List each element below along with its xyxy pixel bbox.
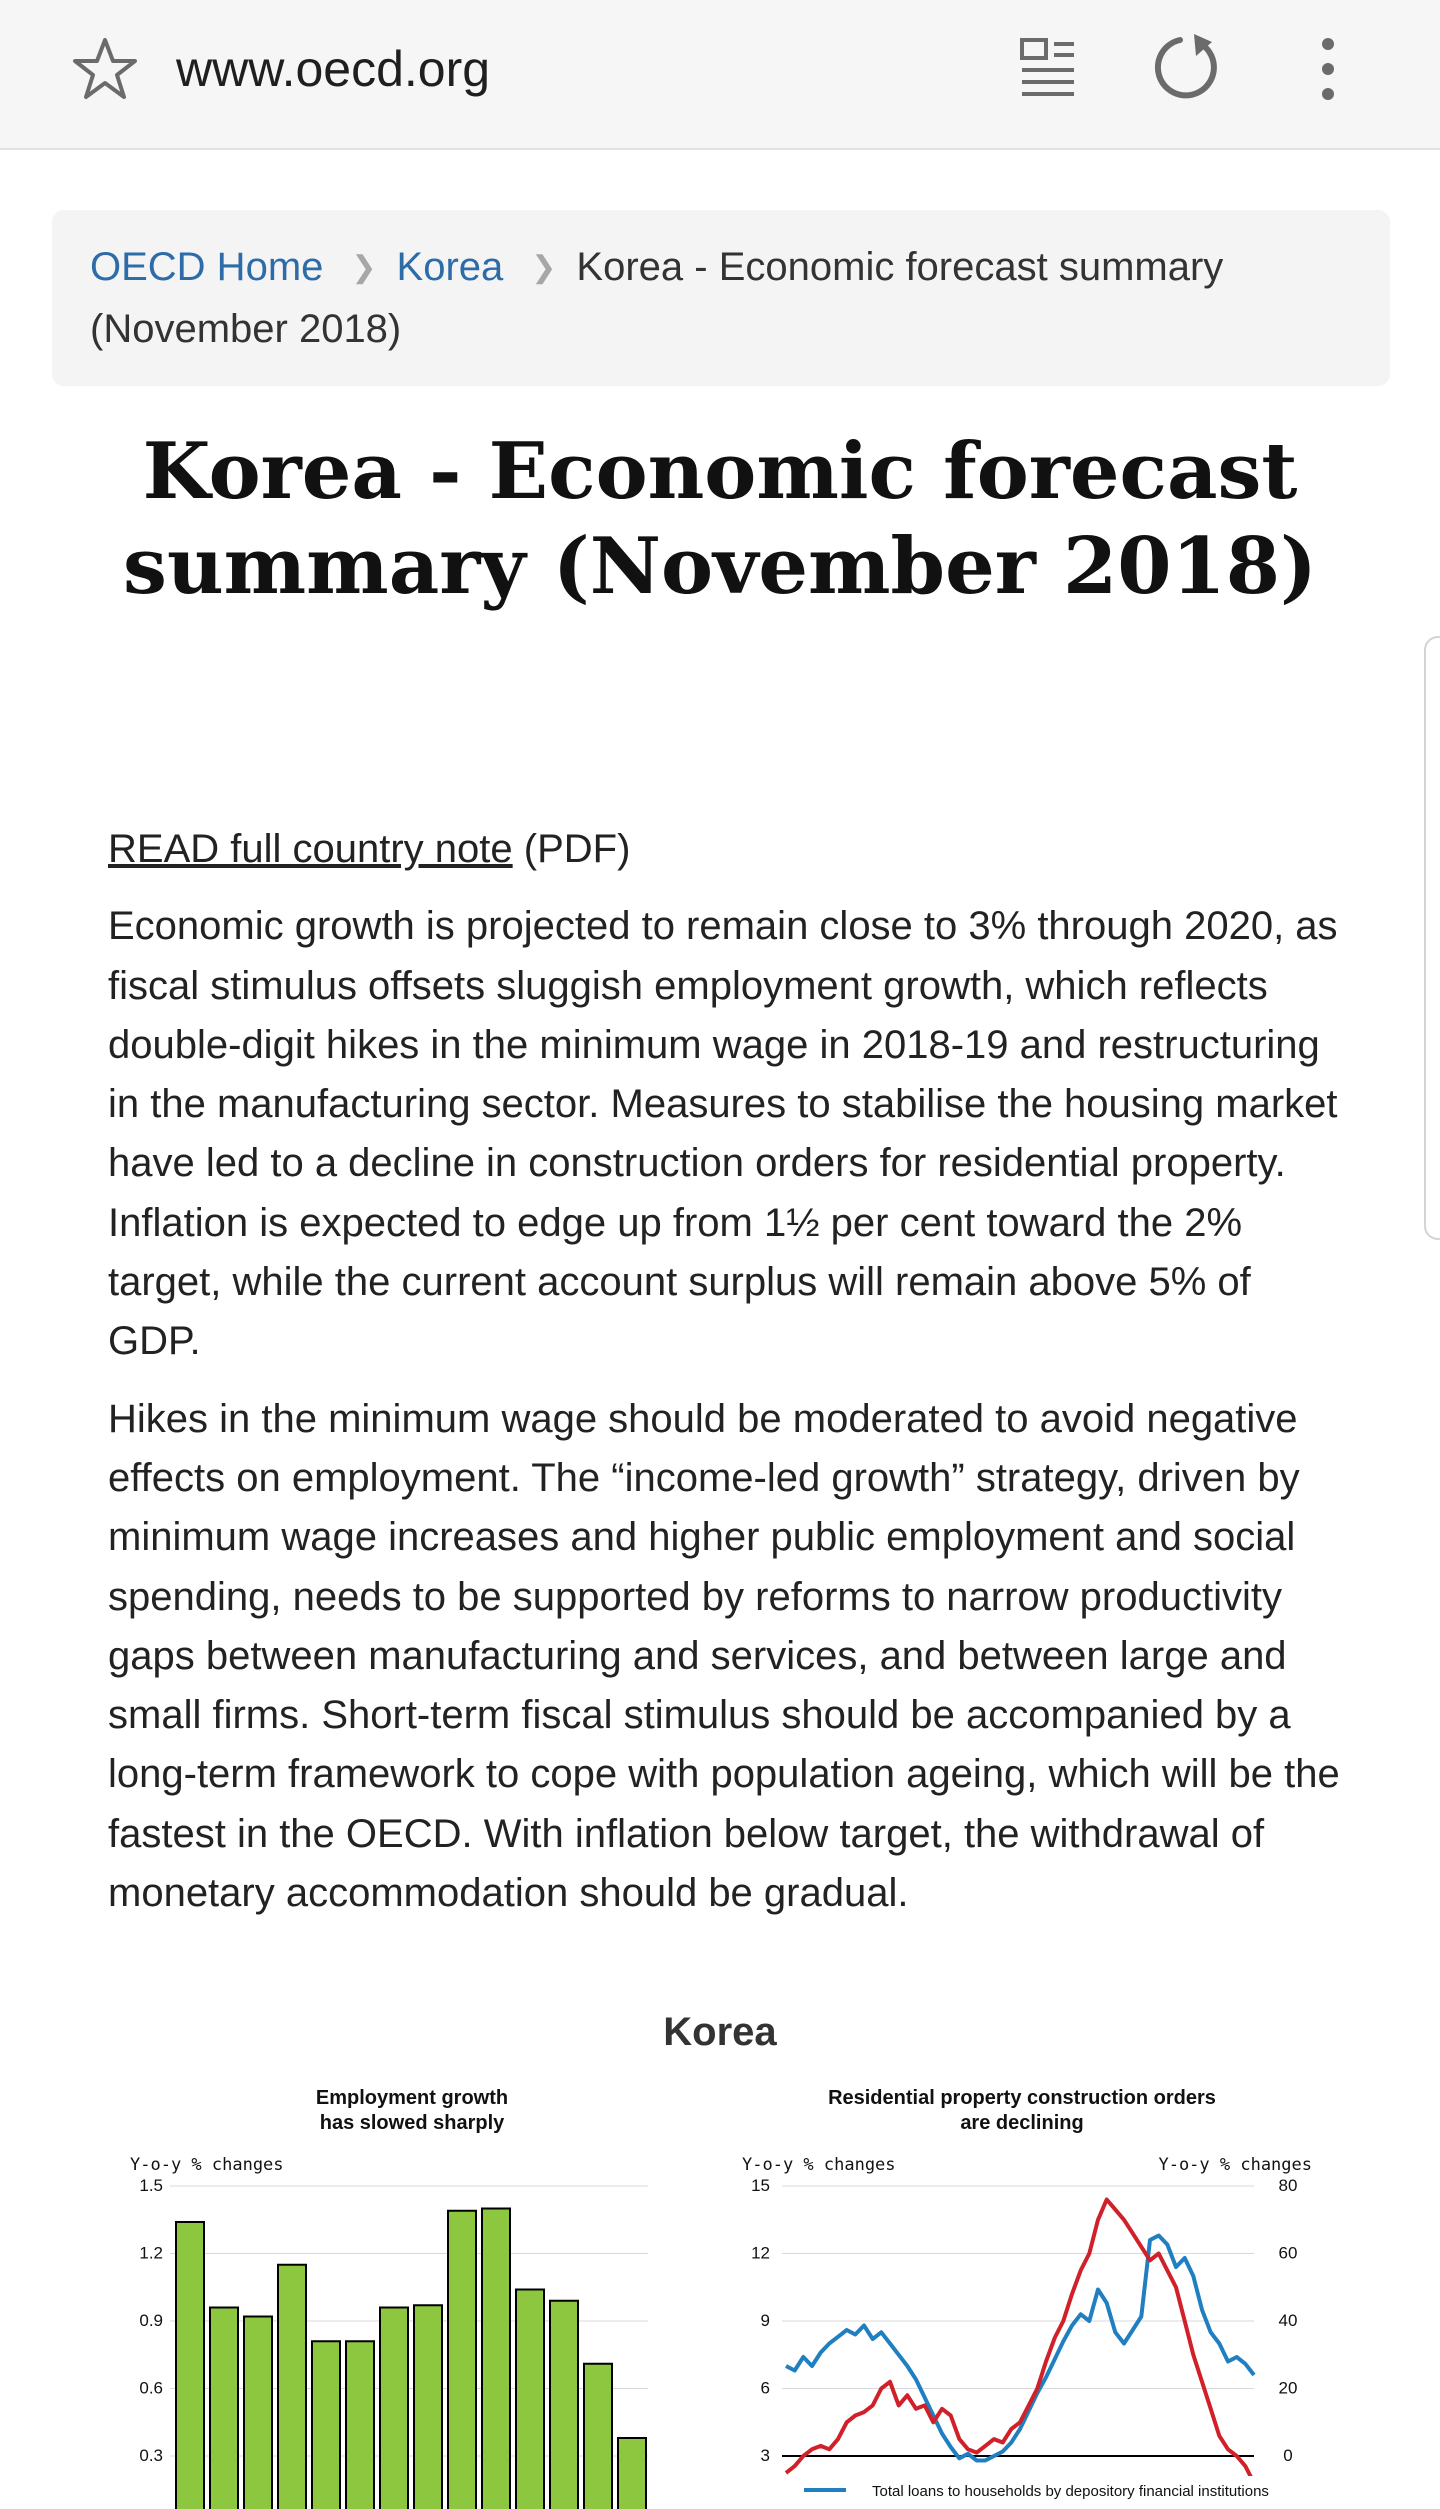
bar	[550, 2301, 578, 2509]
breadcrumb	[52, 210, 1390, 386]
star-icon[interactable]	[70, 34, 140, 104]
bar	[278, 2265, 306, 2509]
bar	[176, 2222, 204, 2509]
series-line-loans	[786, 2236, 1254, 2461]
y-tick-label: 1.2	[139, 2243, 163, 2263]
more-options-icon[interactable]	[1310, 36, 1346, 102]
breadcrumb-current: Korea - Economic forecast summary (November 2018)	[90, 245, 1224, 351]
article-body	[108, 820, 1348, 1941]
y-tick-label-right: 40	[1278, 2311, 1298, 2330]
y-tick-label-right: 60	[1278, 2243, 1298, 2263]
bar	[244, 2317, 272, 2509]
y-tick-label-right: 80	[1278, 2176, 1298, 2195]
read-country-note-link[interactable]: READ full country note	[108, 827, 513, 871]
figure-title: Korea	[663, 2010, 777, 2054]
bar	[414, 2305, 442, 2509]
bar	[584, 2364, 612, 2509]
chart-title: Employment growth	[315, 2087, 509, 2109]
chart-title: Residential property construction orders	[828, 2087, 1216, 2109]
chevron-right-icon: ❯	[531, 251, 557, 284]
bar	[618, 2438, 646, 2509]
bar	[312, 2341, 340, 2509]
page-title: Korea - Economic forecast summary (November 2018)	[123, 426, 1317, 612]
chart-title: has slowed sharply	[319, 2112, 505, 2134]
chart-title: are declining	[960, 2112, 1084, 2134]
paragraph: Hikes in the minimum wage should be moderated to avoid negative effects on employment. The “income-led growth” strategy, driven by minimum wage increases and higher public employment and social spending, needs to be supported by reforms to narrow productivity gaps between manufacturing and services, and between large and small firms. Short-term fiscal stimulus should be accompanied by a long-term framework to cope with population ageing, which will be the fastest in the OECD. With inflation below target, the withdrawal of monetary accommodation should be gradual.	[108, 1396, 1340, 1916]
breadcrumb-korea[interactable]: Korea	[396, 245, 504, 289]
y-axis-label-left: Y-o-y % changes	[742, 2155, 896, 2175]
refresh-icon[interactable]	[1150, 30, 1226, 106]
series-line-orders	[786, 2200, 1254, 2484]
bar	[346, 2341, 374, 2509]
scrollbar-handle[interactable]	[1424, 636, 1440, 1240]
y-tick-label: 0.9	[139, 2311, 163, 2330]
y-tick-label-right: 20	[1278, 2378, 1298, 2398]
y-tick-label: 1.5	[139, 2176, 163, 2195]
pdf-label: (PDF)	[512, 827, 631, 871]
y-axis-label: Y-o-y % changes	[130, 2155, 284, 2175]
paragraph: Economic growth is projected to remain close to 3% through 2020, as fiscal stimulus offsets sluggish employment growth, which reflects double-digit hikes in the minimum wage in 2018-19 and restructuring in the manufacturing sector. Measures to stabilise the housing market have led to a decline in construction orders for residential property. Inflation is expected to edge up from 1½ per cent toward the 2% target, while the current account surplus will remain above 5% of GDP.	[108, 904, 1338, 1364]
chevron-right-icon: ❯	[351, 251, 377, 284]
reader-mode-icon[interactable]	[1018, 36, 1078, 98]
breadcrumb-oecd-home[interactable]: OECD Home	[90, 245, 324, 289]
y-tick-label: 0.6	[139, 2378, 163, 2398]
browser-toolbar	[0, 0, 1440, 150]
bar	[482, 2209, 510, 2509]
url-bar[interactable]: www.oecd.org	[176, 41, 491, 97]
y-axis-label-right: Y-o-y % changes	[1158, 2155, 1312, 2175]
bar	[516, 2290, 544, 2509]
bar	[448, 2211, 476, 2509]
y-tick-label: 0.3	[139, 2446, 163, 2465]
read-note-line	[108, 820, 1348, 879]
y-tick-label-left: 15	[751, 2176, 770, 2195]
chart-figure	[0, 2070, 1440, 2509]
bar	[380, 2308, 408, 2509]
breadcrumb-trail	[90, 238, 1340, 358]
legend-label: Total loans to households by depository financial institutions	[872, 2483, 1269, 2500]
y-tick-label-left: 3	[760, 2446, 770, 2465]
y-tick-label-right: 0	[1283, 2446, 1293, 2465]
y-tick-label-left: 9	[760, 2311, 770, 2330]
bar	[210, 2308, 238, 2509]
y-tick-label-left: 12	[751, 2243, 770, 2263]
y-tick-label-left: 6	[760, 2378, 770, 2398]
